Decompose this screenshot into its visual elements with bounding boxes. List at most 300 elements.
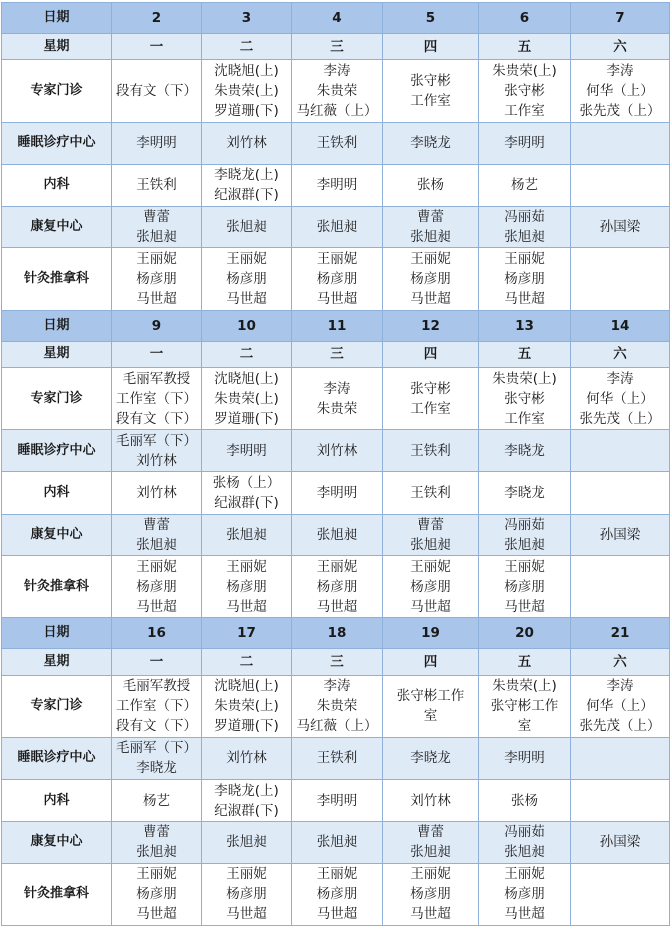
- date-cell: 10: [202, 310, 292, 341]
- doctor-name: 孙国梁: [599, 219, 641, 236]
- schedule-cell: [383, 555, 479, 617]
- doctor-name: 张守彬: [410, 72, 451, 89]
- row-label: 康复中心: [2, 207, 112, 248]
- doctor-name: 马世超: [226, 290, 267, 307]
- schedule-cell: [571, 737, 670, 779]
- schedule-cell: [479, 60, 571, 122]
- doctor-name: 张守彬工作: [490, 698, 559, 715]
- doctor-name: 李涛: [606, 62, 634, 79]
- weekday-cell: 六: [571, 34, 670, 60]
- schedule-cell: [112, 248, 202, 310]
- schedule-cell: [202, 514, 292, 555]
- doctor-name: 李明明: [316, 792, 358, 809]
- doctor-name: 马红薇（上）: [296, 102, 378, 119]
- schedule-cell: [202, 555, 292, 617]
- doctor-name: 工作室: [504, 410, 545, 427]
- schedule-cell: [202, 822, 292, 863]
- doctor-name: 张先茂（上）: [579, 410, 661, 427]
- schedule-cell: [112, 164, 202, 206]
- doctor-name: 曹蕾: [417, 209, 444, 226]
- doctor-name: 杨彦朋: [410, 270, 451, 287]
- schedule-cell: [202, 207, 292, 248]
- internal-medicine-row: [2, 780, 670, 822]
- doctor-name: 刘竹林: [410, 792, 451, 809]
- weekday-cell: 一: [112, 34, 202, 60]
- doctor-name: 张旭昶: [410, 229, 451, 246]
- schedule-cell: [292, 122, 383, 164]
- row-label: 针灸推拿科: [2, 863, 112, 926]
- schedule-cell: [112, 555, 202, 617]
- row-label: 专家门诊: [2, 675, 112, 737]
- doctor-name: 李晓龙: [504, 442, 545, 459]
- doctor-name: 王丽妮: [226, 558, 267, 575]
- date-cell: 21: [571, 618, 670, 649]
- doctor-name: 马世超: [226, 598, 267, 615]
- doctor-name: 李晓龙: [410, 750, 451, 767]
- doctor-name: 王铁利: [316, 750, 358, 767]
- row-label: 星期: [2, 649, 112, 675]
- schedule-cell: [479, 367, 571, 429]
- schedule-cell: [202, 164, 292, 206]
- doctor-name: 朱贵荣(上): [492, 62, 557, 79]
- doctor-name: 王铁利: [316, 135, 358, 152]
- doctor-name: 王铁利: [410, 442, 451, 459]
- doctor-name: 张旭昶: [316, 526, 358, 543]
- weekday-cell: 二: [202, 34, 292, 60]
- row-label: 康复中心: [2, 822, 112, 863]
- doctor-name: 王丽妮: [136, 250, 177, 267]
- doctor-name: 张先茂（上）: [579, 718, 661, 735]
- doctor-name: 曹蕾: [143, 824, 170, 841]
- schedule-cell: [202, 248, 292, 310]
- sleep-center-row: [2, 737, 670, 779]
- schedule-cell: [479, 122, 571, 164]
- schedule-cell: [383, 737, 479, 779]
- schedule-cell: [383, 122, 479, 164]
- schedule-cell: [112, 780, 202, 822]
- doctor-name: 王丽妮: [316, 558, 358, 575]
- row-label: 康复中心: [2, 514, 112, 555]
- internal-medicine-row: [2, 472, 670, 514]
- doctor-name: 张旭昶: [226, 834, 267, 851]
- weekday-cell: 五: [479, 34, 571, 60]
- schedule-cell: [292, 514, 383, 555]
- schedule-cell: [292, 863, 383, 926]
- doctor-name: 王丽妮: [504, 558, 545, 575]
- doctor-name: 杨彦朋: [136, 578, 177, 595]
- doctor-name: 冯丽茹: [504, 516, 545, 533]
- doctor-name: 刘竹林: [226, 135, 267, 152]
- schedule-cell: [112, 472, 202, 514]
- date-cell: 13: [479, 310, 571, 341]
- doctor-name: 马世超: [410, 906, 451, 923]
- doctor-name: 冯丽茹: [504, 209, 545, 226]
- doctor-name: 沈晓旭(上): [214, 370, 279, 387]
- doctor-name: 毛丽军（下）: [116, 740, 197, 757]
- doctor-name: 李明明: [316, 177, 358, 194]
- row-label: 内科: [2, 780, 112, 822]
- schedule-cell: [292, 822, 383, 863]
- schedule-cell: [383, 780, 479, 822]
- doctor-name: 罗道珊(下): [214, 410, 279, 427]
- weekday-cell: 六: [571, 341, 670, 367]
- doctor-name: 杨彦朋: [410, 886, 451, 903]
- doctor-name: 张旭昶: [316, 834, 358, 851]
- doctor-name: 王丽妮: [226, 866, 267, 883]
- doctor-name: 张旭昶: [504, 844, 545, 861]
- doctor-name: 朱贵荣: [316, 82, 358, 99]
- doctor-name: 毛丽军教授: [122, 678, 191, 695]
- row-label: 针灸推拿科: [2, 555, 112, 617]
- schedule-cell: [571, 164, 670, 206]
- doctor-name: 张旭昶: [136, 229, 177, 246]
- doctor-name: 王丽妮: [226, 250, 267, 267]
- doctor-name: 李晓龙: [504, 485, 545, 502]
- doctor-name: 李明明: [316, 485, 358, 502]
- row-label: 睡眠诊疗中心: [2, 122, 112, 164]
- schedule-cell: [479, 248, 571, 310]
- row-label: 日期: [2, 310, 112, 341]
- schedule-cell: [292, 60, 383, 122]
- rehab-center-row: [2, 207, 670, 248]
- schedule-cell: [571, 514, 670, 555]
- schedule-cell: [202, 122, 292, 164]
- doctor-name: 李涛: [323, 62, 351, 79]
- schedule-cell: [479, 164, 571, 206]
- doctor-name: 沈晓旭(上): [214, 62, 279, 79]
- doctor-name: 朱贵荣(上): [214, 82, 279, 99]
- doctor-name: 段有文（下）: [116, 82, 197, 99]
- date-row: [2, 3, 670, 34]
- sleep-center-row: [2, 430, 670, 472]
- weekday-cell: 二: [202, 649, 292, 675]
- doctor-name: 杨彦朋: [316, 270, 358, 287]
- doctor-name: 何华（上）: [586, 82, 654, 99]
- date-cell: 16: [112, 618, 202, 649]
- schedule-cell: [571, 675, 670, 737]
- doctor-name: 杨彦朋: [136, 270, 177, 287]
- doctor-name: 马红薇（上）: [296, 718, 378, 735]
- doctor-name: 马世超: [410, 290, 451, 307]
- date-cell: 4: [292, 3, 383, 34]
- schedule-cell: [571, 248, 670, 310]
- row-label: 针灸推拿科: [2, 248, 112, 310]
- doctor-name: 曹蕾: [417, 516, 444, 533]
- doctor-name: 工作室: [504, 102, 545, 119]
- schedule-cell: [112, 675, 202, 737]
- weekday-cell: 二: [202, 341, 292, 367]
- doctor-name: 刘竹林: [136, 485, 177, 502]
- doctor-name: 李涛: [323, 678, 351, 695]
- doctor-name: 张旭昶: [226, 219, 267, 236]
- doctor-name: 张杨（上）: [212, 475, 281, 492]
- expert-clinic-row: [2, 367, 670, 429]
- doctor-name: 室: [423, 708, 438, 725]
- schedule-cell: [292, 472, 383, 514]
- schedule-cell: [571, 472, 670, 514]
- doctor-name: 李晓龙(上): [214, 782, 279, 799]
- schedule-cell: [112, 60, 202, 122]
- schedule-cell: [383, 514, 479, 555]
- row-label: 专家门诊: [2, 60, 112, 122]
- schedule-cell: [292, 780, 383, 822]
- row-label: 专家门诊: [2, 367, 112, 429]
- doctor-name: 李晓龙: [410, 135, 451, 152]
- doctor-name: 杨艺: [143, 792, 170, 809]
- schedule-cell: [571, 122, 670, 164]
- date-cell: 11: [292, 310, 383, 341]
- doctor-name: 工作室（下）: [116, 698, 197, 715]
- doctor-name: 杨彦朋: [316, 578, 358, 595]
- doctor-name: 何华（上）: [586, 390, 654, 407]
- doctor-name: 张先茂（上）: [579, 102, 661, 119]
- schedule-cell: [571, 207, 670, 248]
- schedule-cell: [112, 514, 202, 555]
- weekday-cell: 四: [383, 341, 479, 367]
- row-label: 星期: [2, 341, 112, 367]
- weekday-row: [2, 649, 670, 675]
- doctor-name: 马世超: [226, 906, 267, 923]
- doctor-name: 杨彦朋: [136, 886, 177, 903]
- doctor-name: 刘竹林: [136, 452, 177, 469]
- doctor-name: 李涛: [606, 370, 634, 387]
- schedule-cell: [202, 60, 292, 122]
- doctor-name: 工作室: [410, 92, 451, 109]
- row-label: 星期: [2, 34, 112, 60]
- schedule-cell: [383, 164, 479, 206]
- weekday-row: [2, 341, 670, 367]
- doctor-name: 段有文（下）: [116, 718, 197, 735]
- doctor-name: 马世超: [410, 598, 451, 615]
- doctor-name: 杨彦朋: [316, 886, 358, 903]
- doctor-name: 张旭昶: [410, 536, 451, 553]
- schedule-cell: [571, 863, 670, 926]
- weekday-cell: 六: [571, 649, 670, 675]
- doctor-name: 朱贵荣(上): [214, 698, 279, 715]
- doctor-name: 马世超: [504, 598, 545, 615]
- doctor-name: 马世超: [136, 906, 177, 923]
- doctor-name: 室: [517, 718, 532, 735]
- row-label: 内科: [2, 472, 112, 514]
- schedule-cell: [292, 555, 383, 617]
- doctor-name: 张旭昶: [136, 844, 177, 861]
- row-label: 日期: [2, 3, 112, 34]
- date-cell: 5: [383, 3, 479, 34]
- date-row: [2, 310, 670, 341]
- schedule-cell: [383, 822, 479, 863]
- doctor-name: 王铁利: [410, 485, 451, 502]
- schedule-cell: [202, 780, 292, 822]
- date-cell: 17: [202, 618, 292, 649]
- doctor-name: 马世超: [504, 906, 545, 923]
- schedule-cell: [112, 367, 202, 429]
- doctor-name: 朱贵荣(上): [492, 370, 557, 387]
- weekday-cell: 一: [112, 649, 202, 675]
- weekday-cell: 三: [292, 649, 383, 675]
- expert-clinic-row: [2, 675, 670, 737]
- doctor-name: 罗道珊(下): [214, 102, 279, 119]
- schedule-cell: [479, 207, 571, 248]
- schedule-cell: [571, 822, 670, 863]
- acupuncture-row: [2, 555, 670, 617]
- date-cell: 20: [479, 618, 571, 649]
- doctor-name: 杨艺: [511, 177, 538, 194]
- doctor-name: 朱贵荣: [316, 698, 358, 715]
- doctor-name: 工作室: [410, 400, 451, 417]
- schedule-cell: [112, 863, 202, 926]
- doctor-name: 杨彦朋: [226, 578, 267, 595]
- doctor-name: 李明明: [504, 135, 545, 152]
- doctor-name: 李明明: [136, 135, 177, 152]
- schedule-cell: [479, 472, 571, 514]
- doctor-name: 李晓龙: [136, 760, 177, 777]
- schedule-cell: [479, 430, 571, 472]
- doctor-name: 纪淑群(下): [214, 495, 279, 512]
- row-label: 内科: [2, 164, 112, 206]
- doctor-name: 王丽妮: [410, 250, 451, 267]
- schedule-cell: [292, 248, 383, 310]
- doctor-name: 杨彦朋: [504, 270, 545, 287]
- date-cell: 12: [383, 310, 479, 341]
- schedule-cell: [571, 555, 670, 617]
- doctor-name: 冯丽茹: [504, 824, 545, 841]
- doctor-name: 段有文（下）: [116, 410, 197, 427]
- weekday-cell: 五: [479, 341, 571, 367]
- weekday-row: [2, 34, 670, 60]
- rehab-center-row: [2, 822, 670, 863]
- doctor-name: 杨彦朋: [226, 270, 267, 287]
- schedule-cell: [383, 863, 479, 926]
- schedule-cell: [292, 207, 383, 248]
- schedule-cell: [202, 430, 292, 472]
- doctor-name: 何华（上）: [586, 698, 654, 715]
- doctor-name: 刘竹林: [316, 442, 358, 459]
- schedule-cell: [202, 737, 292, 779]
- internal-medicine-row: [2, 164, 670, 206]
- doctor-name: 马世超: [316, 290, 358, 307]
- schedule-cell: [292, 367, 383, 429]
- doctor-name: 王丽妮: [136, 866, 177, 883]
- schedule-cell: [112, 822, 202, 863]
- weekday-cell: 四: [383, 649, 479, 675]
- doctor-name: 张旭昶: [504, 536, 545, 553]
- doctor-name: 李明明: [504, 750, 545, 767]
- schedule-cell: [479, 514, 571, 555]
- doctor-name: 张旭昶: [316, 219, 358, 236]
- doctor-name: 王丽妮: [410, 866, 451, 883]
- schedule-cell: [571, 430, 670, 472]
- schedule-cell: [202, 367, 292, 429]
- schedule-cell: [479, 555, 571, 617]
- doctor-name: 曹蕾: [143, 516, 170, 533]
- doctor-name: 马世超: [316, 906, 358, 923]
- doctor-name: 毛丽军（下）: [116, 432, 197, 449]
- schedule-cell: [112, 207, 202, 248]
- schedule-cell: [292, 737, 383, 779]
- doctor-name: 杨彦朋: [504, 886, 545, 903]
- schedule-cell: [383, 430, 479, 472]
- date-cell: 2: [112, 3, 202, 34]
- schedule-cell: [292, 164, 383, 206]
- doctor-name: 张旭昶: [226, 526, 267, 543]
- doctor-name: 曹蕾: [143, 209, 170, 226]
- doctor-name: 曹蕾: [417, 824, 444, 841]
- row-label: 睡眠诊疗中心: [2, 430, 112, 472]
- schedule-cell: [479, 780, 571, 822]
- doctor-name: 李涛: [323, 380, 351, 397]
- date-cell: 7: [571, 3, 670, 34]
- doctor-name: 王丽妮: [410, 558, 451, 575]
- doctor-name: 纪淑群(下): [214, 187, 279, 204]
- doctor-name: 张守彬: [504, 390, 545, 407]
- date-cell: 6: [479, 3, 571, 34]
- weekday-cell: 三: [292, 341, 383, 367]
- date-cell: 9: [112, 310, 202, 341]
- doctor-name: 孙国梁: [599, 834, 641, 851]
- doctor-name: 王丽妮: [316, 866, 358, 883]
- doctor-name: 马世超: [504, 290, 545, 307]
- doctor-name: 马世超: [316, 598, 358, 615]
- doctor-name: 马世超: [136, 598, 177, 615]
- doctor-name: 杨彦朋: [226, 886, 267, 903]
- schedule-cell: [383, 675, 479, 737]
- doctor-name: 朱贵荣(上): [214, 390, 279, 407]
- doctor-name: 工作室（下）: [116, 390, 197, 407]
- schedule-cell: [571, 780, 670, 822]
- schedule-cell: [383, 207, 479, 248]
- doctor-name: 罗道珊(下): [214, 718, 279, 735]
- doctor-name: 张杨: [417, 177, 444, 194]
- doctor-name: 杨彦朋: [504, 578, 545, 595]
- sleep-center-row: [2, 122, 670, 164]
- doctor-name: 孙国梁: [599, 526, 641, 543]
- schedule-cell: [479, 737, 571, 779]
- doctor-name: 毛丽军教授: [122, 370, 191, 387]
- weekday-cell: 五: [479, 649, 571, 675]
- schedule-cell: [383, 60, 479, 122]
- schedule-cell: [571, 367, 670, 429]
- doctor-name: 张旭昶: [410, 844, 451, 861]
- doctor-name: 王丽妮: [504, 250, 545, 267]
- weekday-cell: 三: [292, 34, 383, 60]
- doctor-name: 刘竹林: [226, 750, 267, 767]
- row-label: 日期: [2, 618, 112, 649]
- schedule-cell: [112, 122, 202, 164]
- schedule-cell: [112, 430, 202, 472]
- expert-clinic-row: [2, 60, 670, 122]
- doctor-name: 张守彬: [410, 380, 451, 397]
- doctor-name: 张杨: [511, 792, 538, 809]
- doctor-name: 张守彬工作: [396, 688, 465, 705]
- date-row: [2, 618, 670, 649]
- schedule-cell: [383, 248, 479, 310]
- schedule-cell: [292, 430, 383, 472]
- acupuncture-row: [2, 248, 670, 310]
- rehab-center-row: [2, 514, 670, 555]
- doctor-name: 张旭昶: [136, 536, 177, 553]
- doctor-name: 李晓龙(上): [214, 167, 279, 184]
- schedule-cell: [112, 737, 202, 779]
- schedule-cell: [202, 472, 292, 514]
- acupuncture-row: [2, 863, 670, 926]
- schedule-cell: [202, 675, 292, 737]
- doctor-name: 李明明: [226, 442, 267, 459]
- schedule-cell: [479, 675, 571, 737]
- schedule-cell: [479, 863, 571, 926]
- doctor-name: 杨彦朋: [410, 578, 451, 595]
- doctor-name: 李涛: [606, 678, 634, 695]
- doctor-name: 王铁利: [136, 177, 177, 194]
